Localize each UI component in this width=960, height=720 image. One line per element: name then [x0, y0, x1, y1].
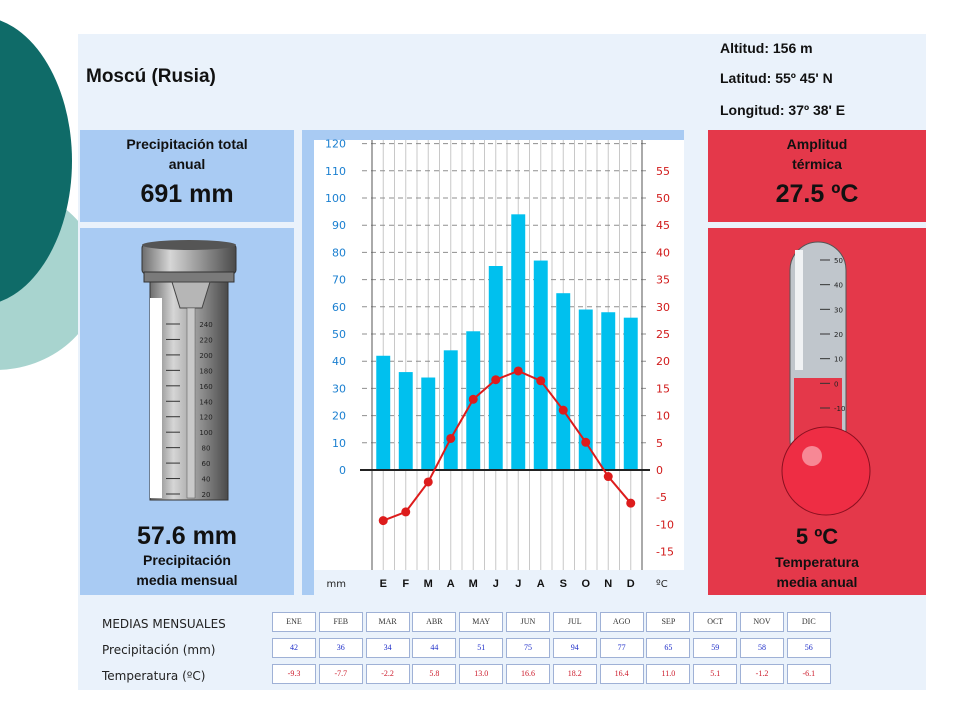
precip-total-title-2: anual	[168, 156, 206, 172]
precip-cell: 58	[740, 638, 784, 658]
decor-circle-dark	[0, 16, 72, 306]
latitude: Latitud: 55º 45' N	[720, 70, 833, 86]
temperature-point	[446, 434, 455, 443]
temperature-point	[469, 395, 478, 404]
right-tick-label: 25	[656, 328, 670, 341]
precip-gauge-panel	[80, 228, 294, 595]
left-axis-unit: mm	[326, 579, 346, 590]
right-tick-label: 15	[656, 382, 670, 396]
temp-cell: 5.8	[412, 664, 456, 684]
altitude: Altitud: 156 m	[720, 40, 813, 56]
temperature-point	[604, 472, 613, 481]
thermo-tick-label: -10	[834, 405, 846, 413]
right-tick-label: 10	[656, 409, 670, 423]
gauge-tick-label: 120	[199, 413, 213, 422]
gauge-tick-label: 200	[199, 351, 213, 360]
climograph-chart	[302, 130, 684, 595]
temperature-point	[559, 406, 568, 415]
month-header-cell: MAY	[459, 612, 503, 632]
thermo-tick-label: 10	[834, 355, 843, 364]
month-header-cell: ABR	[412, 612, 456, 632]
left-tick-label: 50	[332, 328, 346, 341]
precip-mean-label-2: media mensual	[136, 572, 238, 588]
right-tick-label: -5	[656, 491, 667, 505]
precip-bar	[376, 356, 390, 470]
month-label: O	[581, 578, 591, 590]
thermo-tick-label: 20	[834, 331, 843, 339]
left-tick-label: 120	[325, 137, 346, 151]
month-label: D	[626, 578, 635, 590]
precip-cell: 51	[459, 638, 503, 658]
precip-bar	[444, 350, 458, 470]
precip-cell: 65	[646, 638, 690, 658]
month-header-cell: DIC	[787, 612, 831, 632]
month-label: E	[379, 578, 387, 590]
precip-bar	[624, 318, 638, 470]
temperature-point	[401, 507, 410, 516]
thermometer-panel	[708, 228, 926, 595]
temp-cell: 5.1	[693, 664, 737, 684]
left-tick-label: 110	[325, 164, 346, 178]
precip-total-panel	[80, 130, 294, 222]
precip-cell: 59	[693, 638, 737, 658]
month-label: A	[536, 578, 545, 590]
temp-cell: 11.0	[646, 664, 690, 684]
precip-cell: 56	[787, 638, 831, 658]
temp-mean-value: 5 ºC	[795, 524, 839, 549]
thermo-tick-label: 50	[834, 257, 843, 265]
month-header-cell: JUN	[506, 612, 550, 632]
right-tick-label: 0	[656, 464, 663, 477]
temp-cell: 13.0	[459, 664, 503, 684]
temperature-point	[514, 366, 523, 375]
amplitude-title-1: Amplitud	[786, 136, 848, 152]
right-tick-label: 45	[656, 219, 670, 233]
month-label: M	[468, 578, 478, 590]
right-tick-label: 55	[656, 164, 670, 178]
precip-mean-label-1: Precipitación	[143, 552, 231, 568]
month-header-cell: MAR	[366, 612, 410, 632]
thermometer-icon	[708, 228, 926, 518]
climograph-chart-box	[302, 130, 684, 595]
precip-bar	[421, 378, 435, 470]
temp-cell: -7.7	[319, 664, 363, 684]
precip-bar	[511, 214, 525, 470]
month-label: S	[559, 578, 567, 590]
right-tick-label: 30	[656, 300, 670, 314]
right-tick-label: -15	[656, 545, 674, 559]
precip-mean-value: 57.6 mm	[136, 522, 238, 550]
precip-cell: 42	[272, 638, 316, 658]
precip-cell: 44	[412, 638, 456, 658]
rain-gauge-icon	[80, 228, 294, 518]
gauge-tick-label: 180	[199, 367, 213, 376]
temperature-point	[491, 375, 500, 384]
gauge-tick-label: 240	[199, 321, 213, 329]
temp-cell: -2.2	[366, 664, 410, 684]
city-title: Moscú (Rusia)	[86, 66, 216, 87]
longitude: Longitud: 37º 38' E	[720, 102, 846, 118]
temp-cell: 16.4	[600, 664, 644, 684]
right-tick-label: 50	[656, 192, 670, 205]
temperature-point	[424, 477, 433, 486]
gauge-tick-label: 100	[199, 429, 213, 438]
left-tick-label: 10	[332, 436, 346, 450]
gauge-tick-label: 60	[201, 460, 211, 469]
gauge-tick-label: 80	[201, 444, 211, 453]
month-header-cell: SEP	[646, 612, 690, 632]
thermo-tick-label: 30	[834, 306, 843, 315]
left-tick-label: 0	[339, 464, 346, 477]
left-tick-label: 90	[332, 219, 346, 233]
precip-bar	[601, 312, 615, 470]
temperature-point	[626, 499, 635, 508]
gauge-tick-label: 220	[199, 336, 213, 345]
precip-total-value: 691 mm	[140, 180, 234, 208]
month-header-cell: ENE	[272, 612, 316, 632]
precip-bar	[534, 261, 548, 470]
month-header-cell: FEB	[319, 612, 363, 632]
gauge-tick-label: 20	[201, 491, 211, 499]
temp-row-label: Temperatura (ºC)	[102, 669, 206, 683]
thermo-tick-label: 40	[834, 281, 843, 290]
left-tick-label: 80	[332, 246, 346, 260]
temp-cell: -1.2	[740, 664, 784, 684]
temp-cell: -9.3	[272, 664, 316, 684]
right-tick-label: 20	[656, 355, 670, 369]
precip-cell: 34	[366, 638, 410, 658]
left-tick-label: 60	[332, 300, 346, 314]
precip-bar	[399, 372, 413, 470]
temp-mean-label-2: media anual	[776, 574, 858, 590]
gauge-tick-label: 160	[199, 382, 213, 391]
amplitude-panel	[708, 130, 926, 222]
right-tick-label: 5	[656, 436, 663, 450]
gauge-tick-label: 140	[199, 398, 213, 407]
gauge-tick-label: 40	[201, 475, 211, 484]
precip-total-title-1: Precipitación total	[126, 136, 248, 152]
temp-cell: 18.2	[553, 664, 597, 684]
right-tick-label: 35	[656, 273, 670, 287]
precip-cell: 94	[553, 638, 597, 658]
precip-bar	[556, 293, 570, 470]
month-header-cell: JUL	[553, 612, 597, 632]
month-label: N	[604, 578, 613, 590]
precip-row-label: Precipitación (mm)	[102, 643, 216, 657]
month-header-cell: AGO	[600, 612, 644, 632]
left-tick-label: 40	[332, 355, 346, 369]
month-label: F	[402, 578, 410, 590]
precip-cell: 36	[319, 638, 363, 658]
month-label: A	[446, 578, 455, 590]
amplitude-value: 27.5 ºC	[775, 180, 859, 208]
left-tick-label: 20	[332, 409, 346, 423]
left-tick-label: 70	[332, 273, 346, 287]
temperature-point	[536, 376, 545, 385]
month-header-cell: NOV	[740, 612, 784, 632]
month-label: M	[423, 578, 433, 590]
right-axis-unit: ºC	[656, 579, 668, 590]
thermo-tick-label: 0	[834, 380, 839, 389]
temp-mean-label-1: Temperatura	[775, 554, 859, 570]
temp-cell: 16.6	[506, 664, 550, 684]
precip-cell: 77	[600, 638, 644, 658]
month-label: J	[515, 578, 522, 590]
temperature-point	[379, 516, 388, 525]
temperature-point	[581, 438, 590, 447]
temp-cell: -6.1	[787, 664, 831, 684]
table-title: MEDIAS MENSUALES	[102, 617, 226, 631]
right-tick-label: 40	[656, 246, 670, 260]
left-tick-label: 30	[332, 382, 346, 396]
month-header-cell: OCT	[693, 612, 737, 632]
amplitude-title-2: térmica	[792, 156, 842, 172]
left-tick-label: 100	[325, 192, 346, 205]
precip-bar	[489, 266, 503, 470]
month-label: J	[492, 578, 499, 590]
precip-cell: 75	[506, 638, 550, 658]
right-tick-label: -10	[656, 518, 674, 532]
